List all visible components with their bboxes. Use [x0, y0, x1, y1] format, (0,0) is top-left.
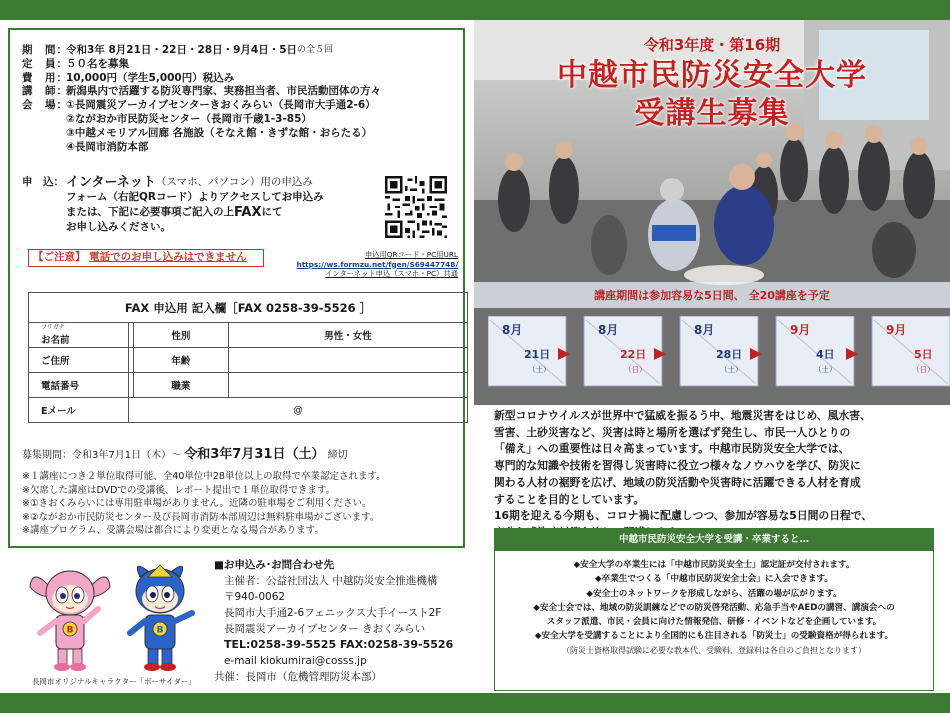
- apply-line-2: [22, 190, 324, 205]
- apply-device: （スマホ、パソコン）用の申込み: [155, 176, 313, 188]
- date-4-dow: （土）: [814, 365, 837, 374]
- email-label: Eメール: [29, 398, 129, 423]
- date-1-day: 21日: [524, 348, 551, 361]
- mascot-caption: 長岡市オリジナルキャラクター「ボーサイダー」: [32, 677, 196, 686]
- apply-form-text: フォーム（右記QRコード）よりアクセスしてお申込み: [66, 191, 324, 203]
- course-dates: [488, 316, 950, 388]
- date-1-dow: （土）: [528, 365, 551, 374]
- period-value: 令和3年 8月21日・22日・28日・9月4日・5日: [66, 44, 298, 56]
- benefits-list: [495, 551, 933, 658]
- contact-tel-fax: TEL:0258-39-5525 FAX:0258-39-5526: [224, 638, 454, 651]
- benefit-item: ◆安全大学を受講することにより全国的にも注目される「防災士」の受験資格が得られます。: [534, 631, 894, 642]
- hero-photo-panel: [474, 20, 950, 405]
- note-item: ※１講座につき２単位取得可能、全40単位中28単位以上の取得で卒業認定されます。: [22, 471, 386, 482]
- period-row: [22, 44, 381, 58]
- pink-mascot-icon: [30, 571, 110, 671]
- venue-label: 会 場：: [22, 99, 68, 112]
- job-label: 職業: [133, 373, 228, 398]
- apply-line-4: [22, 220, 324, 235]
- benefits-header: 中越市民防災安全大学を受講・卒業すると…: [495, 529, 933, 551]
- hero-title: 中越市民防災安全大学: [557, 58, 867, 93]
- address-label: ご住所: [29, 348, 129, 373]
- apply-request: お申し込みください。: [66, 221, 171, 233]
- blue-mascot-icon: [130, 565, 192, 671]
- contact-center: 長岡震災アーカイブセンター きおくみらい: [224, 623, 426, 635]
- intro-line: 「備え」への重要性は日々高まっています。中越市民防災安全大学では、: [494, 442, 850, 456]
- caution-box: [28, 249, 264, 267]
- date-5-day: 5日: [914, 348, 933, 361]
- venue-3: ③中越メモリアル回廊 各施設（そなえ館・きずな館・おらたる）: [66, 126, 373, 139]
- date-5-month: 9月: [886, 323, 907, 337]
- note-item: ※欠席した講座はDVDでの受講後、レポート提出で１単位取得できます。: [22, 484, 336, 496]
- venue-4-row: [22, 141, 381, 155]
- apply-internet: インターネット: [66, 175, 156, 190]
- deadline-post: 締切: [327, 450, 348, 461]
- contact-address: 長岡市大手通2-6フェニックス大手イースト2F: [224, 607, 442, 619]
- application-deadline: [22, 443, 348, 462]
- intro-line: 雪害、土砂災害など、災害は時と場所を選ばず発生し、市民一人ひとりの: [494, 425, 851, 439]
- date-3-day: 28日: [716, 348, 743, 361]
- period-summary: 講座期間は参加容易な5日間、 全20講座を予定: [594, 289, 830, 302]
- apply-fax-post: にて: [261, 206, 283, 218]
- venue-row: [22, 99, 381, 113]
- date-card-5: [872, 316, 950, 386]
- venue-4: ④長岡市消防本部: [66, 140, 149, 153]
- venue-3-row: [22, 127, 381, 141]
- intro-line: 16期を迎える今期も、コロナ禍に配慮しつつ、参加が容易な5日間の日程で、: [494, 509, 873, 523]
- period-label: 期 間：: [22, 44, 68, 56]
- date-4-month: 9月: [790, 323, 811, 337]
- date-3-dow: （土）: [720, 365, 743, 374]
- date-5-dow: （日）: [912, 365, 935, 374]
- benefit-item: ◆安全士会では、地域の防災訓練などでの防災啓発活動、応急手当やAEDの講習、講演会への: [533, 602, 895, 613]
- apply-fax-pre: または、下記に必要事項ご記入の上: [66, 206, 234, 218]
- venue-1: ①長岡震災アーカイブセンターきおくみらい（長岡市大手通2-6）: [66, 99, 376, 112]
- date-1-month: 8月: [502, 323, 523, 337]
- contact-org: 主催者：公益社団法人 中越防災安全推進機構: [224, 575, 438, 587]
- phone-label: 電話番号: [29, 373, 129, 398]
- intro-line: 専門的な知識や技術を習得し災害時に役立つ様々なノウハウを学び、防災に: [494, 459, 861, 473]
- svg-text:B: B: [156, 625, 164, 636]
- bottom-green-bar: [0, 693, 950, 713]
- gender-choice[interactable]: 男性・女性: [228, 323, 467, 348]
- date-4-day: 4日: [816, 348, 835, 361]
- intro-line: 新型コロナウイルスが世界中で猛威を振るう中、地震災害をはじめ、風水害、: [494, 409, 871, 422]
- venue-2-row: [22, 113, 381, 127]
- lecturer-value: 新潟県内で活躍する防災専門家、実務担当者、市民活動団体の方々: [66, 85, 381, 98]
- caution-tag: 【ご注意】: [33, 251, 86, 263]
- age-field[interactable]: [228, 348, 467, 373]
- date-card-2: [584, 316, 666, 386]
- notes-list: [22, 470, 386, 538]
- note-item: ※講座プログラム、受講会場は都合により変更となる場合があります。: [22, 525, 324, 536]
- hero-subtitle: 令和3年度・第16期: [643, 36, 781, 54]
- date-2-dow: （日）: [624, 365, 647, 374]
- benefit-item: ◆卒業生でつくる「中越市民防災安全士会」に入会できます。: [595, 574, 833, 585]
- benefit-note: （防災士資格取得試験に必要な教本代、受験料、登録料は各自のご負担となります）: [562, 645, 866, 655]
- contact-email[interactable]: e-mail kiokumirai@cosss.jp: [224, 655, 367, 667]
- benefit-item: ◆安全士のネットワークを形成しながら、活躍の場が広がります。: [586, 588, 842, 599]
- qr-caption-label: 申込用QRコード・PC用URL: [364, 250, 458, 259]
- note-item: ※①きおくみらいには専用駐車場がありません。近隣の駐車場をご利用ください。: [22, 498, 372, 509]
- date-card-3: [680, 316, 762, 386]
- lecturer-row: [22, 85, 381, 99]
- capacity-value: ５０名を募集: [66, 57, 129, 70]
- furigana-label: フリガナ: [41, 324, 65, 331]
- note-item: ※②ながおか市民防災センター及び長岡市消防本部周辺は無料駐車場がございます。: [22, 511, 380, 523]
- qr-code-icon[interactable]: [385, 176, 447, 238]
- deadline-date: 令和3年7月31日（土）: [184, 447, 325, 462]
- fax-application-form: [28, 292, 468, 423]
- fee-value: 10,000円（学生5,000円）税込み: [66, 71, 235, 84]
- top-green-bar: [0, 0, 950, 20]
- apply-fax: FAX: [234, 205, 262, 220]
- qr-caption: [280, 250, 458, 279]
- date-card-1: [488, 316, 570, 386]
- benefit-item: スタッフ派遣、市民・会員に向けた情報発信、研修・イベントなどを企画しています。: [546, 617, 882, 628]
- contact-cohost: 共催：長岡市（危機管理防災本部）: [214, 671, 382, 683]
- intro-line: することを目的としています。: [494, 492, 645, 506]
- fax-form-header: FAX 申込用 記入欄［FAX 0258-39-5526 ］: [29, 293, 468, 323]
- fee-row: [22, 72, 381, 86]
- venue-2: ②ながおか市民防災センター（長岡市千歳1-3-85）: [66, 112, 312, 125]
- date-card-4: [776, 316, 858, 386]
- contact-title: ■お申込み･お問合わせ先: [214, 559, 335, 571]
- mascot-characters: [28, 557, 208, 675]
- benefit-item: ◆安全大学の卒業生には「中越市民防災安全士」認定証が交付されます。: [573, 560, 855, 570]
- period-suffix: の全５回: [297, 45, 334, 55]
- caution-text: 電話でのお申し込みはできません: [89, 251, 247, 263]
- apply-line-1: [22, 175, 324, 190]
- name-label-cell: [29, 323, 129, 348]
- date-2-month: 8月: [598, 323, 619, 337]
- email-field[interactable]: @: [129, 398, 468, 423]
- lecturer-label: 講 師：: [22, 85, 68, 98]
- hero-title-recruit: 受講生募集: [634, 96, 790, 131]
- contact-info: [214, 557, 453, 685]
- apply-label: 申 込：: [22, 176, 64, 188]
- capacity-label: 定 員：: [22, 57, 68, 70]
- intro-text: [494, 408, 934, 542]
- gender-label: 性別: [133, 323, 228, 348]
- age-label: 年齢: [133, 348, 228, 373]
- deadline-pre: 募集期間：令和3年7月1日（木）～: [22, 450, 185, 461]
- date-2-day: 22日: [620, 348, 647, 361]
- application-method: [22, 175, 324, 235]
- contact-zip: 〒940-0062: [224, 591, 286, 603]
- course-info-panel: [8, 28, 465, 548]
- benefits-box: [494, 528, 934, 691]
- intro-line: 関わる人材の裾野を広げ、地域の防災活動や災害時に活躍できる人材を育成: [494, 475, 861, 489]
- svg-text:B: B: [66, 625, 74, 636]
- fee-label: 費 用：: [22, 71, 68, 84]
- application-url-link[interactable]: https://ws.formzu.net/fgen/S69447748/: [296, 259, 458, 269]
- capacity-row: [22, 58, 381, 72]
- apply-line-3: [22, 205, 324, 220]
- course-details: [22, 44, 381, 154]
- name-label: お名前: [41, 335, 70, 346]
- qr-caption-common: インターネット申込（スマホ・PC）共通: [325, 269, 458, 278]
- date-3-month: 8月: [694, 323, 715, 337]
- job-field[interactable]: [228, 373, 467, 398]
